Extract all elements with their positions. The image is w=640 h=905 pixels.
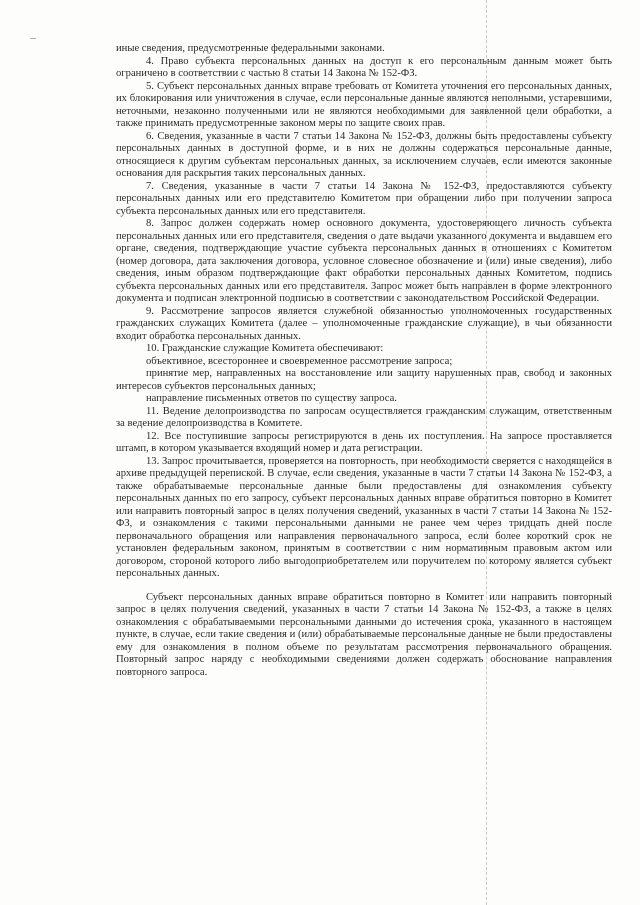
document-body <box>116 43 612 679</box>
paragraph-10-item-3: направление письменных ответов по существу запроса. <box>146 393 397 404</box>
paragraph-11: 11. Ведение делопроизводства по запросам осуществляется гражданским служащим, ответственным за ведение делопроизводства в Комитете. <box>116 405 612 429</box>
scan-mark <box>30 38 36 39</box>
paragraph-10-item-2: принятие мер, направленных на восстановление или защиту нарушенных прав, свобод и законных интересов субъектов персональных данных; <box>116 368 612 392</box>
paragraph-10-item-1: объективное, всестороннее и своевременное рассмотрение запроса; <box>146 355 453 367</box>
paragraph-8: 8. Запрос должен содержать номер основного документа, удостоверяющего личность субъекта персональных данных или его представителя, сведения о дате выдачи указанного документа и выдавшем его органе, сведения, подтверждающие участие субъекта персональных данных в отношениях с Комитетом (номер договора, дата заключения договора, условное словесное обозначение и (или) иные сведения), либо сведения, иным образом подтверждающие факт обработки персональных данных Комитетом, подпись субъекта персональных данных или его представителя. Запрос может быть направлен в форме электронного документа и подписан электронной подписью в соответствии с законодательством Российской Федерации. <box>116 218 612 304</box>
paragraph-10: 10. Гражданские служащие Комитета обеспечивают: <box>146 343 384 354</box>
paragraph-continuation: иные сведения, предусмотренные федеральными законами. <box>116 43 385 54</box>
paragraph-4: 4. Право субъекта персональных данных на доступ к его персональным данным может быть ограничено в соответствии с частью 8 статьи 14 Закона № 152-ФЗ. <box>116 55 612 79</box>
paragraph-6: 6. Сведения, указанные в части 7 статьи 14 Закона № 152-ФЗ, должны быть предоставлены субъекту персональных данных в доступной форме, и в них не должны содержаться персональные данные, относящиеся к другим субъектам персональных данных, за исключением случаев, если имеются законные основания для раскрытия таких персональных данных. <box>116 130 612 179</box>
paragraph-9: 9. Рассмотрение запросов является служебной обязанностью уполномоченных государственных гражданских служащих Комитета (далее – уполномоченные гражданские служащие), в чьи обязанности входит обработка персональных данных. <box>116 305 612 342</box>
paragraph-5: 5. Субъект персональных данных вправе требовать от Комитета уточнения его персональных данных, их блокирования или уничтожения в случае, если персональные данные являются неполными, устаревшими, неточными, незаконно полученными или не являются необходимыми для заявленной цели обработки, а также принимать предусмотренные законом меры по защите своих прав. <box>116 80 612 129</box>
paragraph-12: 12. Все поступившие запросы регистрируются в день их поступления. На запросе проставляется штамп, в котором указывается входящий номер и дата регистрации. <box>116 430 612 454</box>
paragraph-7: 7. Сведения, указанные в части 7 статьи 14 Закона № 152-ФЗ, предоставляются субъекту персональных данных или его представителю Комитетом при обращении либо при получении запроса субъекта персональных данных или его представителя. <box>116 180 612 217</box>
paragraph-13: 13. Запрос прочитывается, проверяется на повторность, при необходимости сверяется с находящейся в архиве предыдущей перепиской. В случае, если сведения, указанные в части 7 статьи 14 Закона № 152-ФЗ, а также обрабатываемые персональные данные были предоставлены для ознакомления субъекту персональных данных по его запросу, субъект персональных данных вправе обратиться повторно в Комитет или направить повторный запрос в целях получения сведений, указанных в части 7 статьи 14 Закона № 152-ФЗ, и ознакомления с такими персональными данными не ранее чем через тридцать дней после первоначального обращения или направления первоначального запроса, если более короткий срок не установлен федеральным законом, принятым в соответствии с ним нормативным правовым актом или договором, стороной которого либо выгодоприобретателем или поручителем по которому является субъект персональных данных. <box>116 455 612 579</box>
paragraph-13-continued: Субъект персональных данных вправе обратиться повторно в Комитет или направить повторный запрос в целях получения сведений, указанных в части 7 статьи 14 Закона № 152-ФЗ, а также в целях ознакомления с обрабатываемыми персональными данными до истечения срока, указанного в настоящем пункте, в случае, если такие сведения и (или) обрабатываемые персональные данные не были предоставлены ему для ознакомления в полном объеме по результатам рассмотрения первоначального обращения. Повторный запрос наряду с необходимыми сведениями должен содержать обоснование направления повторного запроса. <box>116 591 612 678</box>
